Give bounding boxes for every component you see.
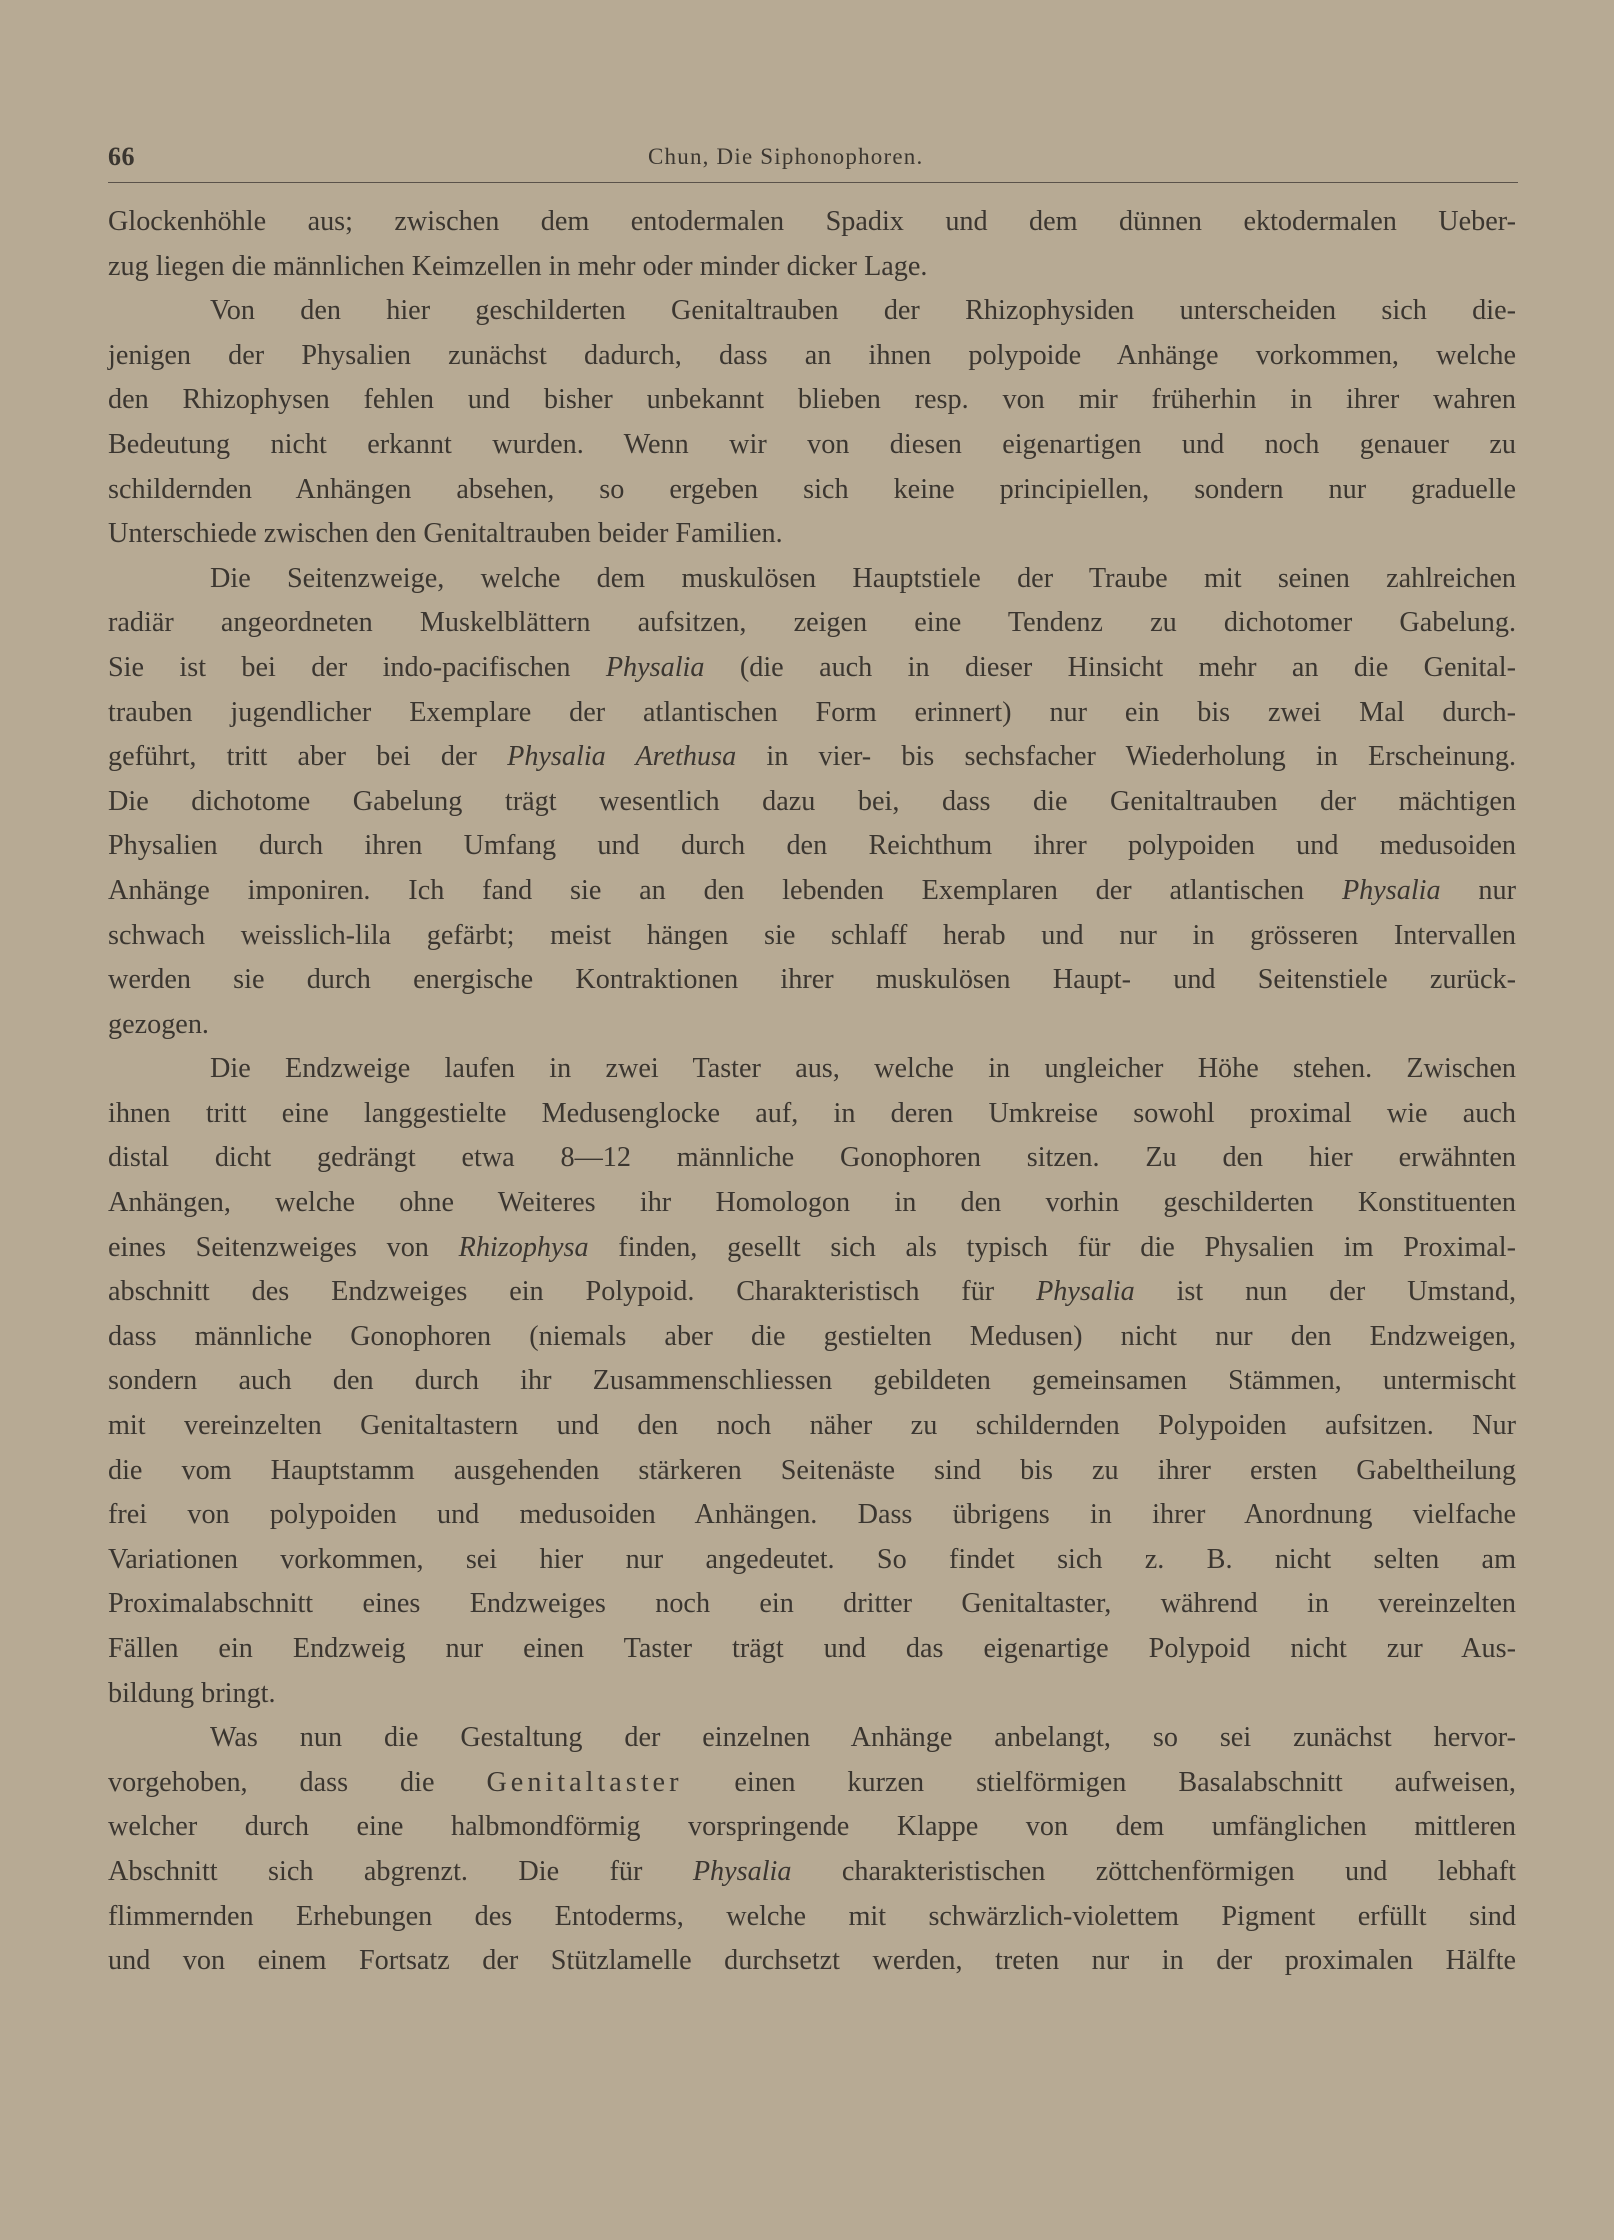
text-line: werden sie durch energische Kontraktionen ihrer muskulösen Haupt- und Seitenstiele zurück- [108, 964, 1516, 996]
text-line: Physalien durch ihren Umfang und durch den Reichthum ihrer polypoiden und medusoiden [108, 830, 1516, 862]
text-line: jenigen der Physalien zunächst dadurch, dass an ihnen polypoide Anhänge vorkommen, welche [108, 339, 1516, 371]
text-line: Die Endzweige laufen in zwei Taster aus, welche in ungleicher Höhe stehen. Zwischen [210, 1053, 1516, 1085]
italic-taxon: Physalia [1341, 874, 1441, 906]
page-header [108, 142, 1518, 186]
text-line: bildung bringt. [108, 1677, 276, 1709]
text-segment: charakteristischen zöttchenförmigen und lebhaft [791, 1855, 1516, 1887]
text-line: flimmernden Erhebungen des Entoderms, welche mit schwärzlich-violettem Pigment erfüllt sind [108, 1900, 1516, 1932]
text-line: Proximalabschnitt eines Endzweiges noch ein dritter Genitaltaster, während in vereinzelten [108, 1588, 1516, 1620]
text-line: Anhängen, welche ohne Weiteres ihr Homologon in den vorhin geschilderten Konstituenten [108, 1187, 1516, 1219]
italic-taxon: Physalia [1036, 1276, 1135, 1308]
italic-taxon: Rhizophysa [458, 1231, 589, 1263]
text-line [108, 1761, 1516, 1806]
text-segment: (die auch in dieser Hinsicht mehr an die Genital- [704, 651, 1516, 683]
text-line [108, 1850, 1516, 1895]
text-segment: Abschnitt sich abgrenzt. Die für [108, 1855, 693, 1887]
text-segment: vorgehoben, dass die [108, 1766, 487, 1798]
text-line: zug liegen die männlichen Keimzellen in mehr oder minder dicker Lage. [108, 250, 928, 282]
text-segment: abschnitt des Endzweiges ein Polypoid. Charakteristisch für [108, 1276, 1037, 1308]
text-line: Variationen vorkommen, sei hier nur angedeutet. So findet sich z. B. nicht selten am [108, 1543, 1516, 1575]
text-line [108, 735, 1516, 780]
text-line: schwach weisslich-lila gefärbt; meist hängen sie schlaff herab und nur in grösseren Intervallen [108, 919, 1516, 951]
text-line: Unterschiede zwischen den Genitaltrauben beider Familien. [108, 518, 783, 550]
text-segment: einen kurzen stielförmigen Basalabschnitt aufweisen, [682, 1766, 1516, 1798]
text-line: Glockenhöhle aus; zwischen dem entodermalen Spadix und dem dünnen ektodermalen Ueber- [108, 206, 1516, 237]
text-line [108, 869, 1516, 914]
text-line: gezogen. [108, 1008, 209, 1040]
running-title: Chun, Die Siphonophoren. [648, 144, 924, 169]
text-line: distal dicht gedrängt etwa 8—12 männliche Gonophoren sitzen. Zu den hier erwähnten [108, 1142, 1516, 1174]
text-segment: ist nun der Umstand, [1134, 1276, 1516, 1308]
text-segment: eines Seitenzweiges von [108, 1231, 459, 1263]
text-line: und von einem Fortsatz der Stützlamelle durchsetzt werden, treten nur in der proximalen Hälfte [108, 1945, 1516, 1977]
text-line: mit vereinzelten Genitaltastern und den noch näher zu schildernden Polypoiden aufsitzen. Nur [108, 1410, 1516, 1442]
spaced-term: Genitaltaster [486, 1766, 683, 1798]
text-line: sondern auch den durch ihr Zusammenschliessen gebildeten gemeinsamen Stämmen, untermischt [108, 1365, 1516, 1397]
text-line [108, 1270, 1516, 1315]
italic-taxon: Physalia [605, 651, 705, 683]
text-line: radiär angeordneten Muskelblättern aufsitzen, zeigen eine Tendenz zu dichotomer Gabelung. [108, 607, 1516, 639]
text-segment: Sie ist bei der indo-pacifischen [108, 651, 606, 683]
text-segment: finden, gesellt sich als typisch für die Physalien im Proximal- [588, 1231, 1516, 1263]
body-text [108, 200, 1516, 1984]
text-line: frei von polypoiden und medusoiden Anhängen. Dass übrigens in ihrer Anordnung vielfache [108, 1499, 1516, 1531]
header-rule [108, 182, 1518, 183]
text-line: ihnen tritt eine langgestielte Medusenglocke auf, in deren Umkreise sowohl proximal wie auch [108, 1097, 1516, 1129]
text-line: dass männliche Gonophoren (niemals aber die gestielten Medusen) nicht nur den Endzweigen, [108, 1320, 1516, 1352]
italic-taxon: Physalia [692, 1855, 792, 1887]
text-segment: Anhänge imponiren. Ich fand sie an den lebenden Exemplaren der atlantischen [108, 874, 1342, 906]
text-line [108, 1226, 1516, 1271]
text-segment: in vier- bis sechsfacher Wiederholung in Erscheinung. [736, 741, 1516, 773]
text-line [108, 646, 1516, 691]
text-line: Die Seitenzweige, welche dem muskulösen Hauptstiele der Traube mit seinen zahlreichen [210, 562, 1516, 594]
text-line: trauben jugendlicher Exemplare der atlantischen Form erinnert) nur ein bis zwei Mal durch- [108, 696, 1516, 728]
text-line: den Rhizophysen fehlen und bisher unbekannt blieben resp. von mir früherhin in ihrer wahren [108, 384, 1516, 416]
text-line: Fällen ein Endzweig nur einen Taster trägt und das eigenartige Polypoid nicht zur Aus- [108, 1633, 1516, 1664]
text-line: Bedeutung nicht erkannt wurden. Wenn wir von diesen eigenartigen und noch genauer zu [108, 428, 1516, 460]
text-line: welcher durch eine halbmondförmig vorspringende Klappe von dem umfänglichen mittleren [108, 1811, 1516, 1843]
text-line: Die dichotome Gabelung trägt wesentlich dazu bei, dass die Genitaltrauben der mächtigen [108, 785, 1516, 817]
text-segment: geführt, tritt aber bei der [108, 741, 508, 773]
text-line: die vom Hauptstamm ausgehenden stärkeren Seitenäste sind bis zu ihrer ersten Gabeltheilung [108, 1454, 1516, 1486]
text-segment: nur [1440, 874, 1516, 906]
italic-taxon: Physalia Arethusa [507, 741, 737, 773]
text-line: Was nun die Gestaltung der einzelnen Anhänge anbelangt, so sei zunächst hervor- [210, 1722, 1516, 1754]
text-line: schildernden Anhängen absehen, so ergeben sich keine principiellen, sondern nur graduelle [108, 473, 1516, 505]
text-line: Von den hier geschilderten Genitaltrauben der Rhizophysiden unterscheiden sich die- [210, 295, 1516, 327]
page-number: 66 [108, 142, 135, 171]
